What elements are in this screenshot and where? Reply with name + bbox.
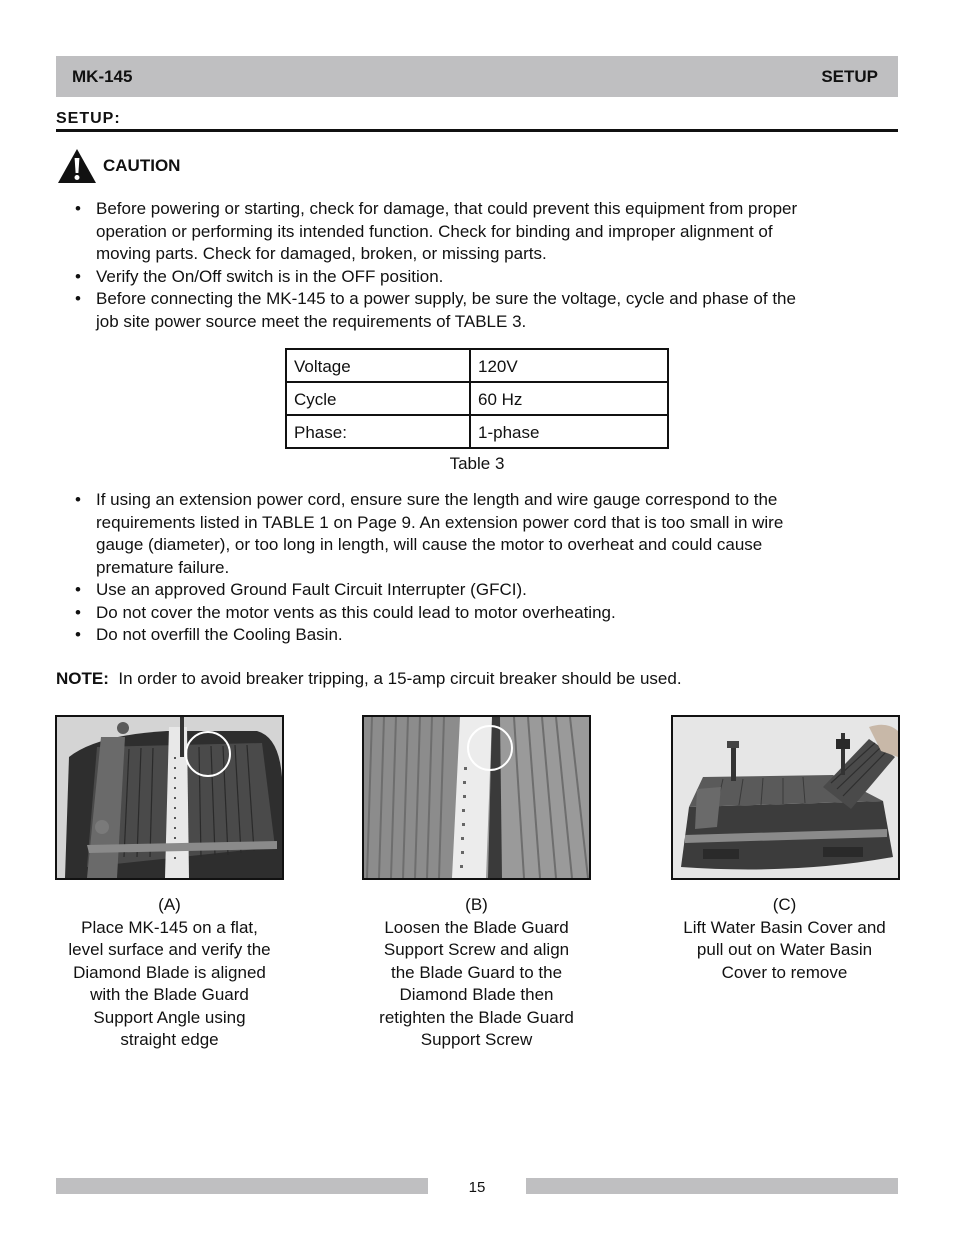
figure-caption-b: (B) Loosen the Blade Guard Support Screw and align the Blade Guard to the Diamond Blade then retighten the Blade Guard Support Screw [379, 895, 574, 1049]
list-item: • Before powering or starting, check for damage, that could prevent this equipment from proper operation or performing its intended function. Check for binding and improper alignment of moving parts. Check for damaged, broken, or missing parts. [73, 198, 893, 266]
figure-caption-c: (C) Lift Water Basin Cover and pull out on Water Basin Cover to remove [683, 895, 886, 982]
header-section: SETUP [821, 67, 878, 86]
table-cell: 1-phase [470, 415, 668, 448]
basin-cover-photo [673, 717, 898, 878]
bullet-list-top [73, 198, 893, 333]
note-paragraph [56, 669, 682, 689]
table-row [286, 349, 668, 382]
table-caption: Table 3 [449, 454, 505, 473]
table-row [286, 382, 668, 415]
footer-bar-right [526, 1178, 898, 1194]
list-item: • Use an approved Ground Fault Circuit Interrupter (GFCI). [73, 579, 893, 602]
table-cell: Voltage [286, 349, 470, 382]
photo-b [362, 715, 591, 880]
list-item: • Do not cover the motor vents as this could lead to motor overheating. [73, 602, 893, 625]
table-cell: Cycle [286, 382, 470, 415]
bullet-list-bottom [73, 489, 893, 647]
warning-triangle-icon [57, 148, 97, 184]
note-label: NOTE: [56, 669, 109, 688]
figure-caption-a: (A) Place MK-145 on a flat, level surface and verify the Diamond Blade is aligned with the Blade Guard Support Angle using straight edge [68, 895, 271, 1049]
page-header-bar [56, 56, 898, 97]
blade-guard-photo [364, 717, 589, 878]
table-cell: Phase: [286, 415, 470, 448]
table-cell: 120V [470, 349, 668, 382]
note-text: In order to avoid breaker tripping, a 15-amp circuit breaker should be used. [118, 669, 682, 688]
list-item: • Before connecting the MK-145 to a power supply, be sure the voltage, cycle and phase of the job site power source meet the requirements of TABLE 3. [73, 288, 893, 333]
header-model: MK-145 [72, 67, 133, 86]
page-number: 15 [468, 1179, 486, 1196]
footer-bar-left [56, 1178, 428, 1194]
saw-alignment-photo [57, 717, 282, 878]
list-item: • Verify the On/Off switch is in the OFF position. [73, 266, 893, 289]
photo-c [671, 715, 900, 880]
section-title: SETUP: [56, 110, 121, 127]
section-rule [56, 129, 898, 132]
list-item: • Do not overfill the Cooling Basin. [73, 624, 893, 647]
photo-a [55, 715, 284, 880]
table-cell: 60 Hz [470, 382, 668, 415]
list-item: • If using an extension power cord, ensure sure the length and wire gauge correspond to the requirements listed in TABLE 1 on Page 9. An extension power cord that is too small in wire gauge (diameter), or too long in length, will cause the motor to overheat and could cause premature failure. [73, 489, 893, 579]
caution-label: CAUTION [103, 156, 181, 175]
power-requirements-table [285, 348, 669, 449]
table-row [286, 415, 668, 448]
